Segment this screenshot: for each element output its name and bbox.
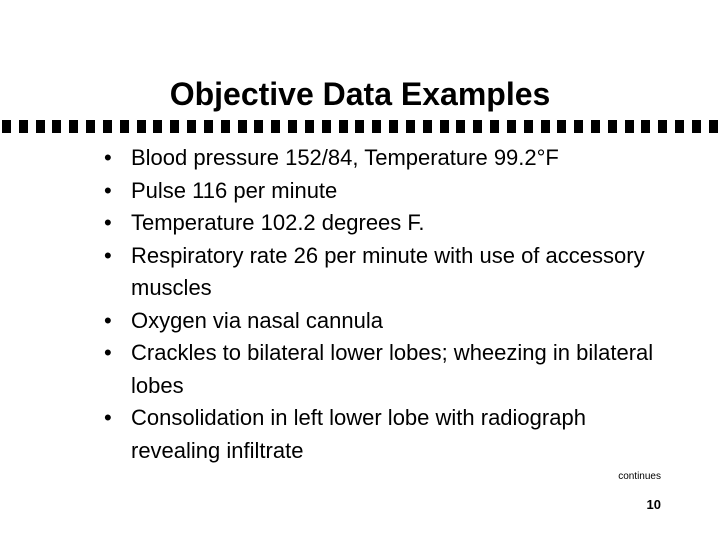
divider-square — [153, 120, 162, 133]
bullet-text: Respiratory rate 26 per minute with use of accessory muscles — [131, 242, 645, 300]
bullet-text: Consolidation in left lower lobe with radiograph revealing infiltrate — [131, 405, 586, 463]
list-item — [104, 175, 664, 208]
divider-square — [608, 120, 617, 133]
divider-square — [641, 120, 650, 133]
list-item — [104, 207, 664, 240]
bullet-icon: • — [104, 242, 112, 268]
divider-square — [52, 120, 61, 133]
divider-square — [658, 120, 667, 133]
divider-square — [103, 120, 112, 133]
divider-square — [389, 120, 398, 133]
divider-square — [120, 120, 129, 133]
divider-square — [271, 120, 280, 133]
list-item — [104, 337, 664, 402]
divider-square — [355, 120, 364, 133]
bullet-icon: • — [104, 210, 112, 235]
divider-square — [69, 120, 78, 133]
divider-square — [86, 120, 95, 133]
divider-square — [372, 120, 381, 133]
divider-square — [322, 120, 331, 133]
divider-square — [591, 120, 600, 133]
divider-square — [625, 120, 634, 133]
list-item — [104, 240, 664, 305]
divider-square — [574, 120, 583, 133]
bullet-icon: • — [104, 405, 112, 430]
divider-square — [36, 120, 45, 133]
divider-square — [19, 120, 28, 133]
page-number: 10 — [646, 497, 661, 512]
divider-square — [692, 120, 701, 133]
divider-square — [187, 120, 196, 133]
divider-square — [2, 120, 11, 133]
bullet-icon: • — [104, 307, 112, 333]
divider-square — [423, 120, 432, 133]
continues-label: continues — [618, 471, 661, 482]
divider-square — [490, 120, 499, 133]
list-item — [104, 305, 664, 338]
divider-square — [456, 120, 465, 133]
divider-square — [557, 120, 566, 133]
divider-square — [440, 120, 449, 133]
bullet-list — [104, 142, 664, 467]
divider-square — [288, 120, 297, 133]
divider-square — [507, 120, 516, 133]
list-item — [104, 402, 664, 467]
dotted-divider — [2, 120, 718, 134]
bullet-icon: • — [104, 340, 112, 365]
divider-square — [137, 120, 146, 133]
slide-title: Objective Data Examples — [169, 76, 551, 112]
divider-square — [221, 120, 230, 133]
bullet-text: Pulse 116 per minute — [131, 177, 338, 203]
bullet-text: Temperature 102.2 degrees F. — [131, 210, 425, 235]
bullet-text: Oxygen via nasal cannula — [131, 307, 383, 333]
divider-square — [709, 120, 718, 133]
divider-square — [339, 120, 348, 133]
bullet-text: Blood pressure 152/84, Temperature 99.2°F — [131, 145, 559, 170]
divider-square — [305, 120, 314, 133]
bullet-icon: • — [104, 145, 112, 170]
divider-square — [524, 120, 533, 133]
bullet-icon: • — [104, 177, 112, 203]
divider-square — [254, 120, 263, 133]
divider-square — [675, 120, 684, 133]
bullet-text: Crackles to bilateral lower lobes; wheezing in bilateral lobes — [131, 340, 654, 398]
divider-square — [406, 120, 415, 133]
divider-square — [204, 120, 213, 133]
divider-square — [473, 120, 482, 133]
divider-square — [170, 120, 179, 133]
divider-square — [541, 120, 550, 133]
list-item — [104, 142, 664, 175]
divider-square — [238, 120, 247, 133]
